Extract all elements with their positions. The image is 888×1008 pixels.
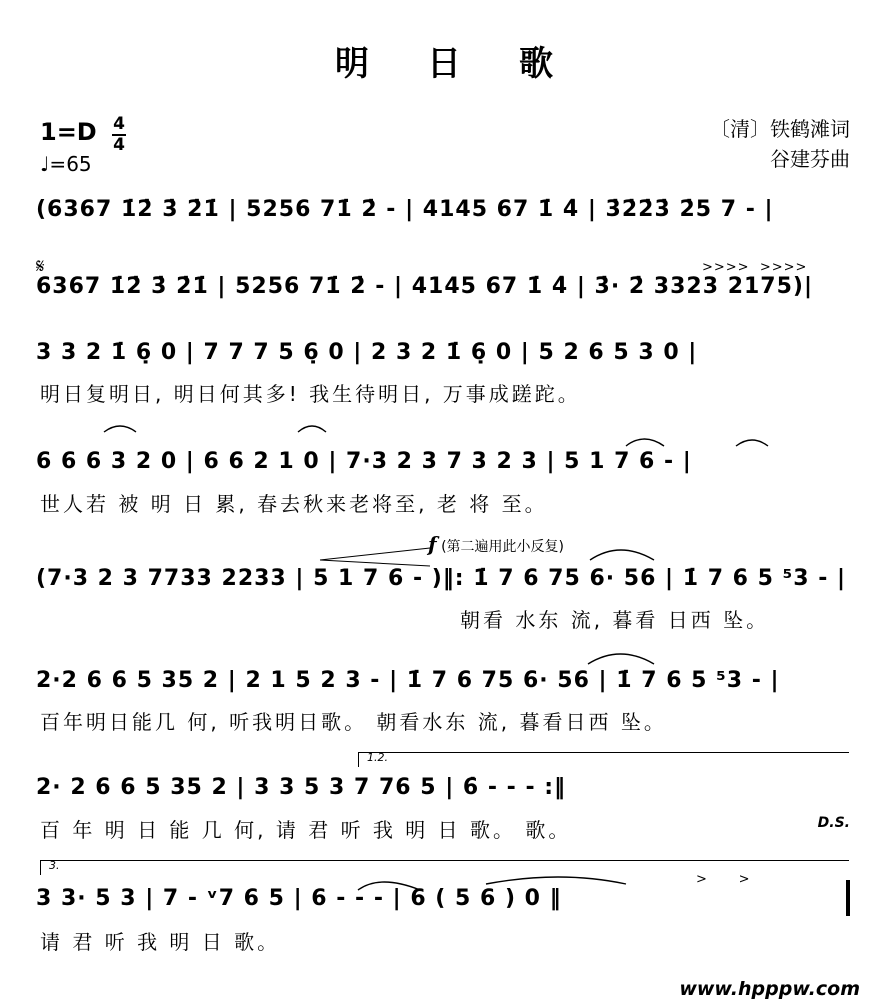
song-title: 明日歌 xyxy=(335,44,611,84)
key-signature: 1=D xyxy=(40,118,97,146)
lyric-line-6: 百年明日能几 何, 听我明日歌。 朝看水东 流, 暮看日西 坠。 xyxy=(40,710,667,734)
final-barline xyxy=(846,880,850,916)
footer-url: www.hpppw.com xyxy=(679,978,860,1000)
notation-line-8: 3 3· 5 3 | 7 - ᵛ7 6 5 | 6 - - - | 6 ( 5 6 ) 0 ‖ xyxy=(36,886,562,911)
tie xyxy=(486,877,626,884)
lyricist-credit: 〔清〕铁鹤滩词 xyxy=(710,117,850,141)
slur xyxy=(298,426,326,432)
slur xyxy=(358,882,420,890)
meter-bottom: 4 xyxy=(113,135,125,155)
slur xyxy=(104,426,136,432)
segno-icon: 𝄋 xyxy=(36,254,45,278)
slur xyxy=(626,439,664,446)
notation-line-3: 3 3 2 1̇ 6̣ 0 | 7 7 7 5 6̣ 0 | 2 3 2 1̇ 6̣ 0 | 5 2 6 5 3 0 | xyxy=(36,340,698,365)
meter-top: 4 xyxy=(113,114,125,134)
lyric-line-8: 请 君 听 我 明 日 歌。 xyxy=(40,930,281,954)
notation-line-6: 2·2 6 6 5 35 2 | 2 1 5 2 3 - | 1̇ 7 6 75 6· 56 | 1̇ 7 6 5 ⁵3 - | xyxy=(36,668,780,693)
forte-mark: f xyxy=(428,532,437,556)
composer-credit: 谷建芬曲 xyxy=(770,147,850,171)
accent-marks: > > xyxy=(696,872,751,887)
accent-marks: >>>> >>>> xyxy=(702,260,808,275)
volta-label: 3. xyxy=(49,859,60,872)
crescendo-hairpin xyxy=(320,548,430,566)
notation-line-7: 2· 2 6 6 5 35 2 | 3 3 5 3 7 76 5 | 6̇ - - - :‖ xyxy=(36,775,567,800)
notation-line-5: (7·3 2 3 7733 2233 | 5 1 7 6 - )‖: 1̇ 7 6 75 6· 56 | 1̇ 7 6 5 ⁵3 - | xyxy=(36,566,847,591)
notation-line-1: (6367 1̇2̇ 3̇ 2̇1̇ | 5256 71̇ 2̇ - | 4145 67 1̇ 4̇ | 3̇2̇2̇3̇ 2̇5 7 - | xyxy=(36,197,774,222)
slur xyxy=(736,440,768,446)
notation-line-4: 6 6 6 3 2 0 | 6 6 2 1 0 | 7·3 2 3 7 3 2 3 | 5 1 7 6 - | xyxy=(36,449,692,474)
lyric-line-5: 朝看 水东 流, 暮看 日西 坠。 xyxy=(460,608,770,632)
lyric-line-4: 世人若 被 明 日 累, 春去秋来老将至, 老 将 至。 xyxy=(40,492,548,516)
lyric-line-7: 百 年 明 日 能 几 何, 请 君 听 我 明 日 歌。 歌。 xyxy=(40,818,572,842)
slur xyxy=(588,654,654,664)
repeat-note: (第二遍用此小反复) xyxy=(441,539,564,555)
slur xyxy=(590,550,654,560)
volta-label: 1.2. xyxy=(367,751,388,764)
tempo-mark: ♩=65 xyxy=(40,152,92,176)
lyric-line-3: 明日复明日, 明日何其多! 我生待明日, 万事成蹉跎。 xyxy=(40,382,581,406)
notation-line-2: 6367 1̇2̇ 3̇ 2̇1̇ | 5256 71̇ 2̇ - | 4145 67 1̇ 4̇ | 3̇· 2̇ 3323 2175)| xyxy=(36,274,814,299)
dal-segno-mark: D.S. xyxy=(817,815,850,831)
